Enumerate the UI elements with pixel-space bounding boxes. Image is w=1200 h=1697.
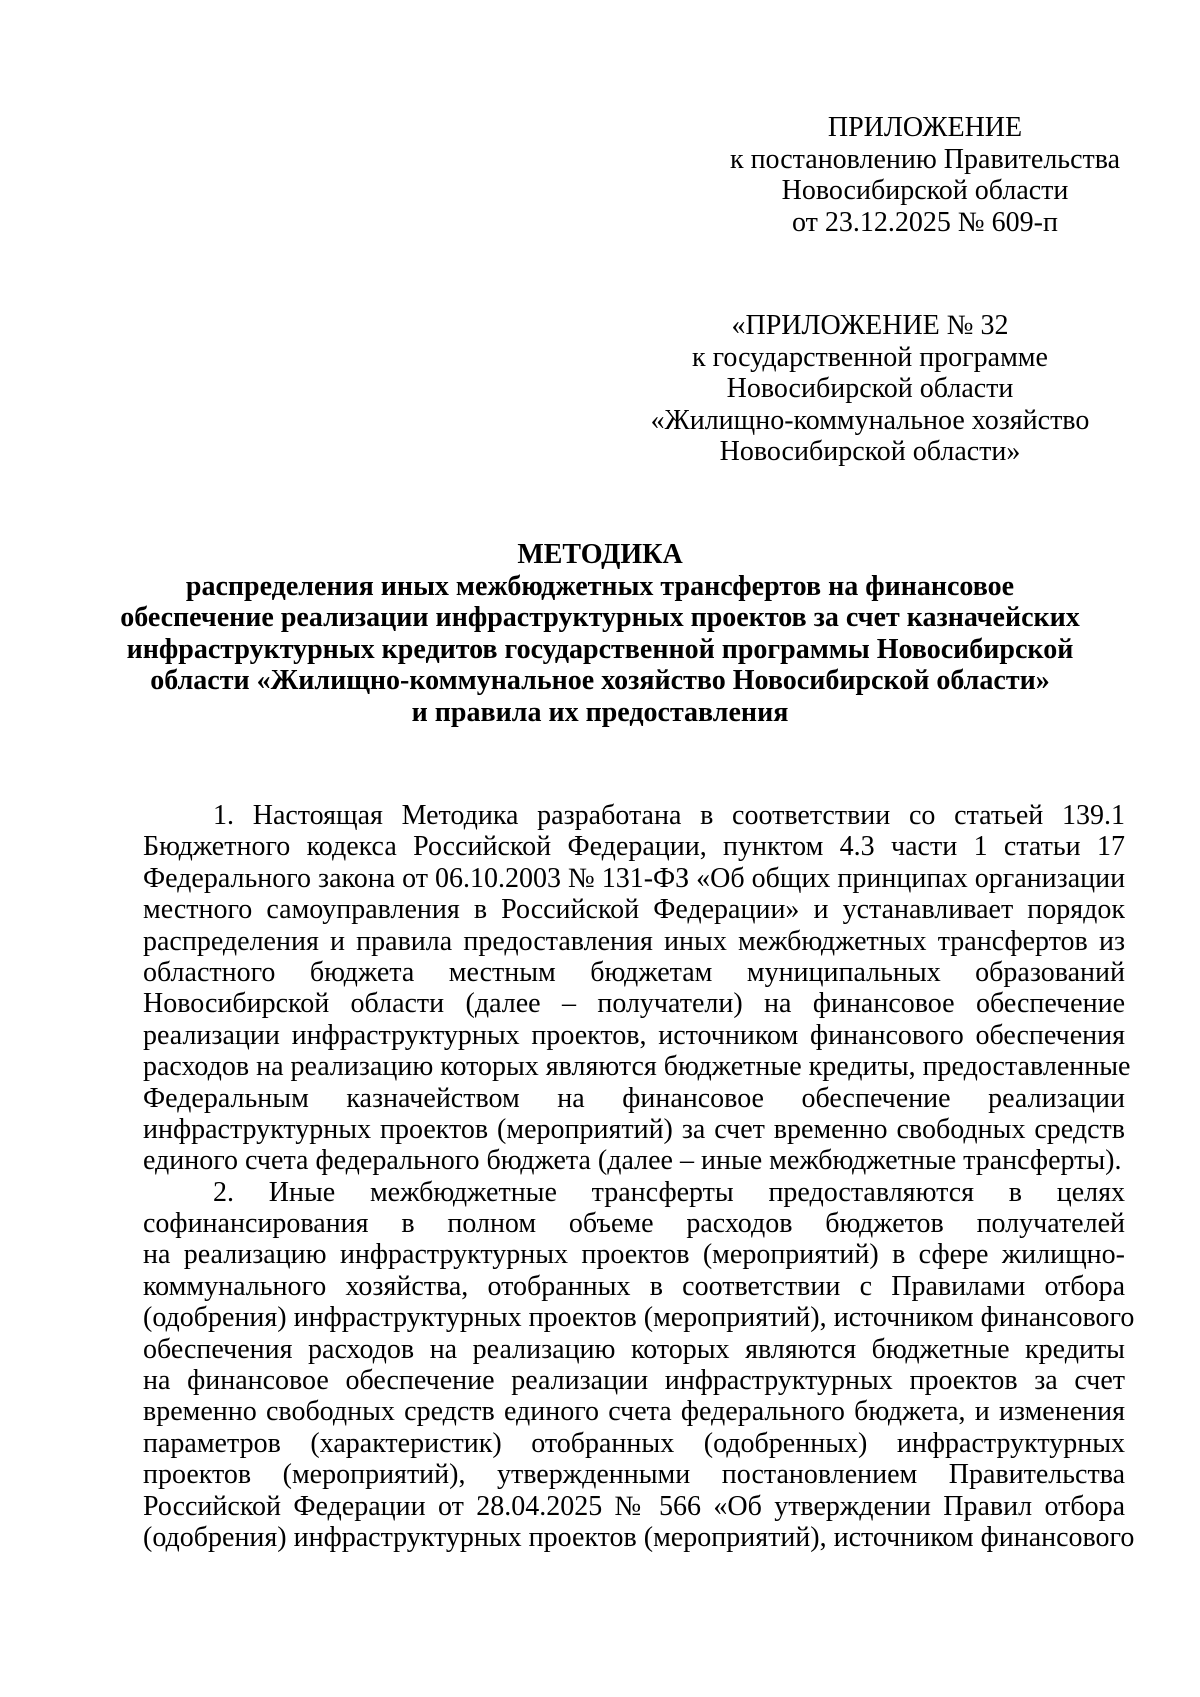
attachment-header [720, 112, 1130, 238]
program-attachment-line-4: Новосибирской области» [719, 436, 1021, 467]
attachment-line-1: к постановлению Правительства [729, 143, 1121, 175]
paragraph-2-line: на реализацию инфраструктурных проектов (мероприятий) в сфере жилищно- [143, 1239, 1125, 1271]
paragraph-2-line: временно свободных средств единого счета федерального бюджета, и изменения [143, 1396, 1125, 1428]
document-title [60, 539, 1140, 728]
paragraph-1-line: Федеральным казначейством на финансовое обеспечение реализации [143, 1082, 1125, 1114]
paragraph-1-line: распределения и правила предоставления иных межбюджетных трансфертов из [143, 925, 1125, 957]
paragraph-2-line: проектов (мероприятий), утвержденными постановлением Правительства [143, 1459, 1125, 1491]
paragraph-2-line: коммунального хозяйства, отобранных в соответствии с Правилами отбора [143, 1270, 1125, 1302]
paragraph-1-line: областного бюджета местным бюджетам муниципальных образований [143, 956, 1125, 988]
program-attachment-line-1: к государственной программе [692, 341, 1048, 373]
attachment-line-3: от 23.12.2025 № 609-п [792, 206, 1058, 238]
attachment-line-2: Новосибирской области [781, 175, 1069, 206]
title-line: области «Жилищно-коммунальное хозяйство Новосибирской области» [150, 665, 1050, 696]
attachment-title: ПРИЛОЖЕНИЕ [827, 112, 1023, 143]
program-attachment-title: «ПРИЛОЖЕНИЕ № 32 [731, 310, 1009, 341]
paragraph-1-line: 1. Настоящая Методика разработана в соответствии со статьей 139.1 [213, 800, 1125, 831]
paragraph-1-line: расходов на реализацию которых являются бюджетные кредиты, предоставленные [143, 1051, 1131, 1083]
title-line: и правила их предоставления [411, 696, 789, 728]
paragraph-1-line: реализации инфраструктурных проектов, источником финансового обеспечения [143, 1019, 1125, 1051]
paragraph-2-line: софинансирования в полном объеме расходов бюджетов получателей [143, 1208, 1125, 1240]
title-line: инфраструктурных кредитов государственной программы Новосибирской [126, 633, 1074, 665]
paragraph-1-line: инфраструктурных проектов (мероприятий) за счет временно свободных средств [143, 1113, 1125, 1145]
paragraph-2-line: параметров (характеристик) отобранных (одобренных) инфраструктурных [143, 1427, 1125, 1459]
paragraph-2-line: (одобрения) инфраструктурных проектов (мероприятий), источником финансового [143, 1521, 1135, 1553]
paragraph-1-line: Федерального закона от 06.10.2003 № 131-ФЗ «Об общих принципах организации [143, 862, 1126, 894]
paragraph-2-line: 2. Иные межбюджетные трансферты предоставляются в целях [213, 1176, 1125, 1208]
paragraph-2-line: обеспечения расходов на реализацию которых являются бюджетные кредиты [143, 1333, 1125, 1365]
paragraph-1-line: единого счета федерального бюджета (далее – иные межбюджетные трансферты). [143, 1145, 1122, 1177]
paragraph-1-line: местного самоуправления в Российской Федерации» и устанавливает порядок [143, 894, 1125, 926]
paragraph-1-line: Бюджетного кодекса Российской Федерации, пунктом 4.3 части 1 статьи 17 [143, 831, 1125, 863]
title-heading: МЕТОДИКА [517, 539, 683, 570]
title-line: распределения иных межбюджетных трансфертов на финансовое [185, 570, 1015, 602]
program-attachment-header [600, 310, 1140, 468]
paragraph-2-line: Российской Федерации от 28.04.2025 № 566 «Об утверждении Правил отбора [143, 1490, 1125, 1522]
title-line: обеспечение реализации инфраструктурных проектов за счет казначейских [120, 602, 1080, 633]
document-body [143, 800, 1135, 1553]
program-attachment-line-2: Новосибирской области [726, 373, 1014, 404]
program-attachment-line-3: «Жилищно-коммунальное хозяйство [650, 404, 1090, 436]
paragraph-2-line: на финансовое обеспечение реализации инфраструктурных проектов за счет [143, 1365, 1125, 1397]
paragraph-1-line: Новосибирской области (далее – получатели) на финансовое обеспечение [143, 988, 1125, 1020]
paragraph-2-line: (одобрения) инфраструктурных проектов (мероприятий), источником финансового [143, 1302, 1135, 1334]
